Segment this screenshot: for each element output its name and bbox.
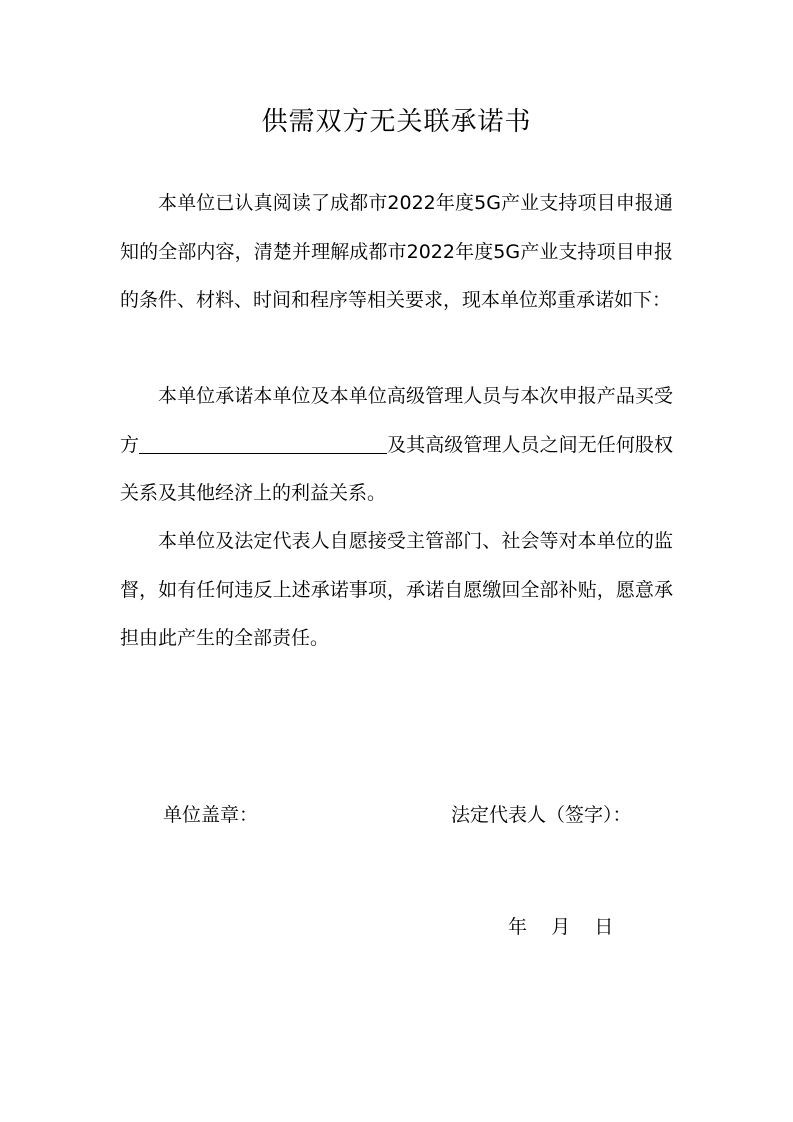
paragraph-supervision: 本单位及法定代表人自愿接受主管部门、社会等对本单位的监督，如有任何违反上述承诺事项，承诺自愿缴回全部补贴，愿意承担由此产生的全部责任。 — [120, 530, 673, 649]
buyer-name-blank — [139, 433, 387, 454]
date-month: 月 — [551, 916, 571, 938]
date-day: 日 — [594, 916, 614, 938]
paragraph-no-relation-after: 及其高级管理人员之间无任何股权关系及其他经济上的利益关系。 — [120, 433, 673, 504]
page-title: 供需双方无关联承诺书 — [261, 107, 532, 137]
paragraph-no-relation-before: 本单位承诺本单位及本单位高级管理人员与本次申报产品买受方 — [120, 385, 673, 456]
seal-label: 单位盖章： — [163, 804, 259, 826]
date-line — [508, 907, 613, 947]
paragraph-commitment-intro: 本单位已认真阅读了成都市2022年度5G产业支持项目申报通知的全部内容，清楚并理解成都市2022年度5G产业支持项目申报的条件、材料、时间和程序等相关要求，现本单位郑重承诺如下： — [120, 192, 673, 311]
date-year: 年 — [508, 916, 528, 938]
legal-rep-signature-label: 法定代表人（签字）： — [451, 804, 632, 826]
paragraph-no-relation — [120, 372, 673, 518]
